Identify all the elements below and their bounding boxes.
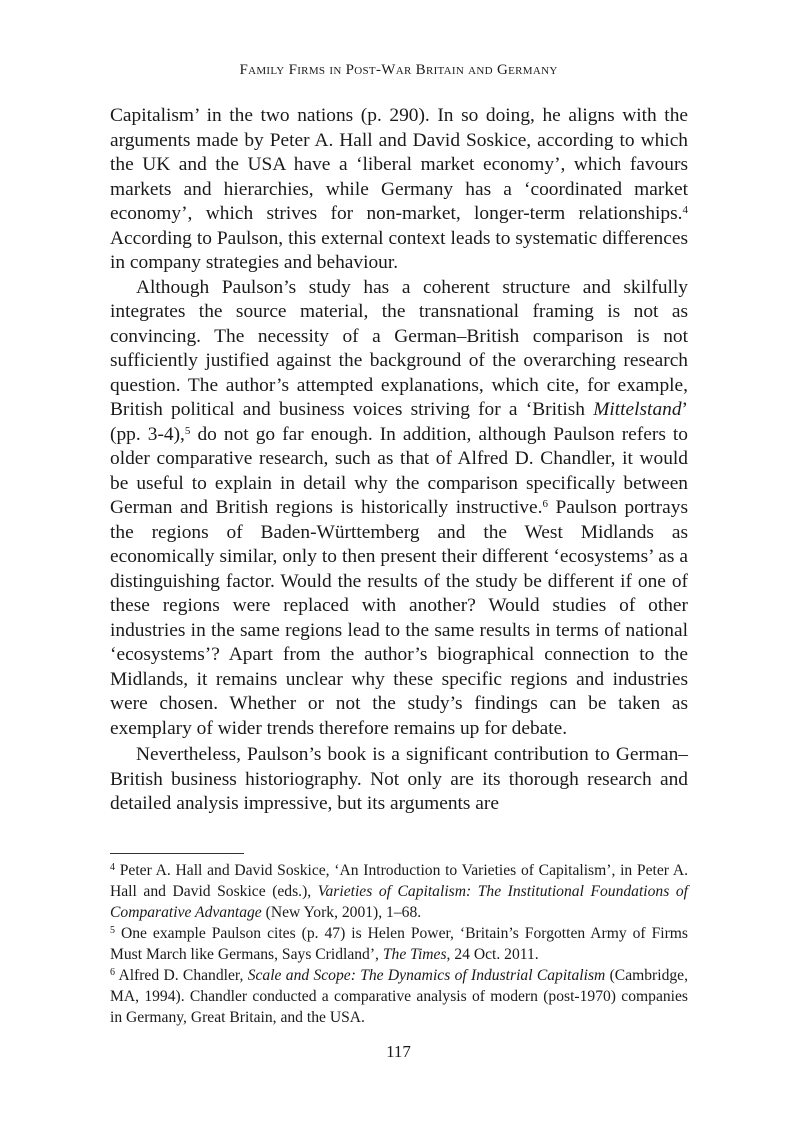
footnote-text-end: (Cambridge, MA, 1994). Chandler conducted a comparative analysis of modern (post-1970) companies in Germany, Great Britain, and the USA. xyxy=(110,967,688,1026)
footnote-title: Varieties of Capitalism: The Institutional Foundations of Comparative Advantage xyxy=(110,883,688,921)
footnote-divider xyxy=(110,853,244,854)
footnote-number: 6 xyxy=(110,967,115,978)
note-ref-5[interactable]: 5 xyxy=(184,424,191,437)
footnote-text-end: , 24 Oct. 2011. xyxy=(446,946,539,963)
footnote-4 xyxy=(110,860,688,923)
footnotes xyxy=(110,860,688,1028)
paragraph-1 xyxy=(110,104,688,276)
footnote-5 xyxy=(110,923,688,965)
footnote-number: 5 xyxy=(110,925,115,936)
paragraph-2-text-c: do not go far enough. In addition, although Paulson refers to older comparative research, such as that of Alfred D. Chandler, it would be useful to explain in detail why the comparison specifically between German and British regions is historically instructive. xyxy=(110,423,688,518)
footnote-title: The Times xyxy=(382,946,447,963)
footnote-text-end: (New York, 2001), 1–68. xyxy=(261,904,422,921)
paragraph-2 xyxy=(110,276,688,742)
paragraph-1-text: Capitalism’ in the two nations (p. 290). In so doing, he aligns with the arguments made by Peter A. Hall and David Soskice, according to which the UK and the USA have a ‘liberal market economy’, which favours markets and hierarchies, while Germany has a ‘coordinated market economy’, which strives for non-market, longer-term relationships. xyxy=(110,105,688,224)
paragraph-1-text-end: According to Paulson, this external context leads to systematic differences in company strategies and behaviour. xyxy=(110,227,688,273)
note-ref-4[interactable]: 4 xyxy=(682,204,688,216)
running-head-text: Family Firms in Post-War Britain and Germany xyxy=(239,62,558,78)
footnote-number: 4 xyxy=(110,862,115,873)
paragraph-2-text: Although Paulson’s study has a coherent structure and skilfully integrates the source material, the transnational framing is not as convincing. The necessity of a German–British comparison is not sufficiently justified against the background of the overarching research question. The author’s attempted explanations, which cite, for example, British political and business voices striving for a ‘British xyxy=(110,276,688,420)
page-number: 117 xyxy=(386,1042,411,1061)
footnote-6 xyxy=(110,965,688,1028)
paragraph-3 xyxy=(110,743,688,817)
paragraph-2-italic: Mittelstand xyxy=(593,399,682,420)
main-text xyxy=(110,104,688,817)
footnote-text: One example Paulson cites (p. 47) is Helen Power, ‘Britain’s Forgotten Army of Firms Must March like Germans, Says Cridland’, xyxy=(110,925,688,963)
footnote-title: Scale and Scope: The Dynamics of Industrial Capitalism xyxy=(247,967,606,984)
paragraph-3-text: Nevertheless, Paulson’s book is a significant contribution to German–British business historiography. Not only are its thorough research and detailed analysis impressive, but its arguments are xyxy=(110,744,688,814)
paragraph-2-text-b: ’ (pp. 3-4), xyxy=(110,399,688,445)
running-head xyxy=(0,62,797,79)
footnote-text: Alfred D. Chandler, xyxy=(115,967,248,984)
paragraph-2-text-d: Paulson portrays the regions of Baden-Württemberg and the West Midlands as economically similar, only to then present their different ‘ecosystems’ as a distinguishing factor. Would the results of the study be different if one of these regions were replaced with another? Would studies of other industries in the same regions lead to the same results in terms of national ‘ecosystems’? Apart from the author’s biographical connection to the Midlands, it remains unclear why these specific regions and industries were chosen. Whether or not the study’s findings can be taken as exemplary of wider trends therefore remains up for debate. xyxy=(110,497,688,739)
footnote-text: Peter A. Hall and David Soskice, ‘An Introduction to Varieties of Capitalism’, in Peter A. Hall and David Soskice (eds.), xyxy=(110,862,688,900)
note-ref-6[interactable]: 6 xyxy=(542,498,548,510)
